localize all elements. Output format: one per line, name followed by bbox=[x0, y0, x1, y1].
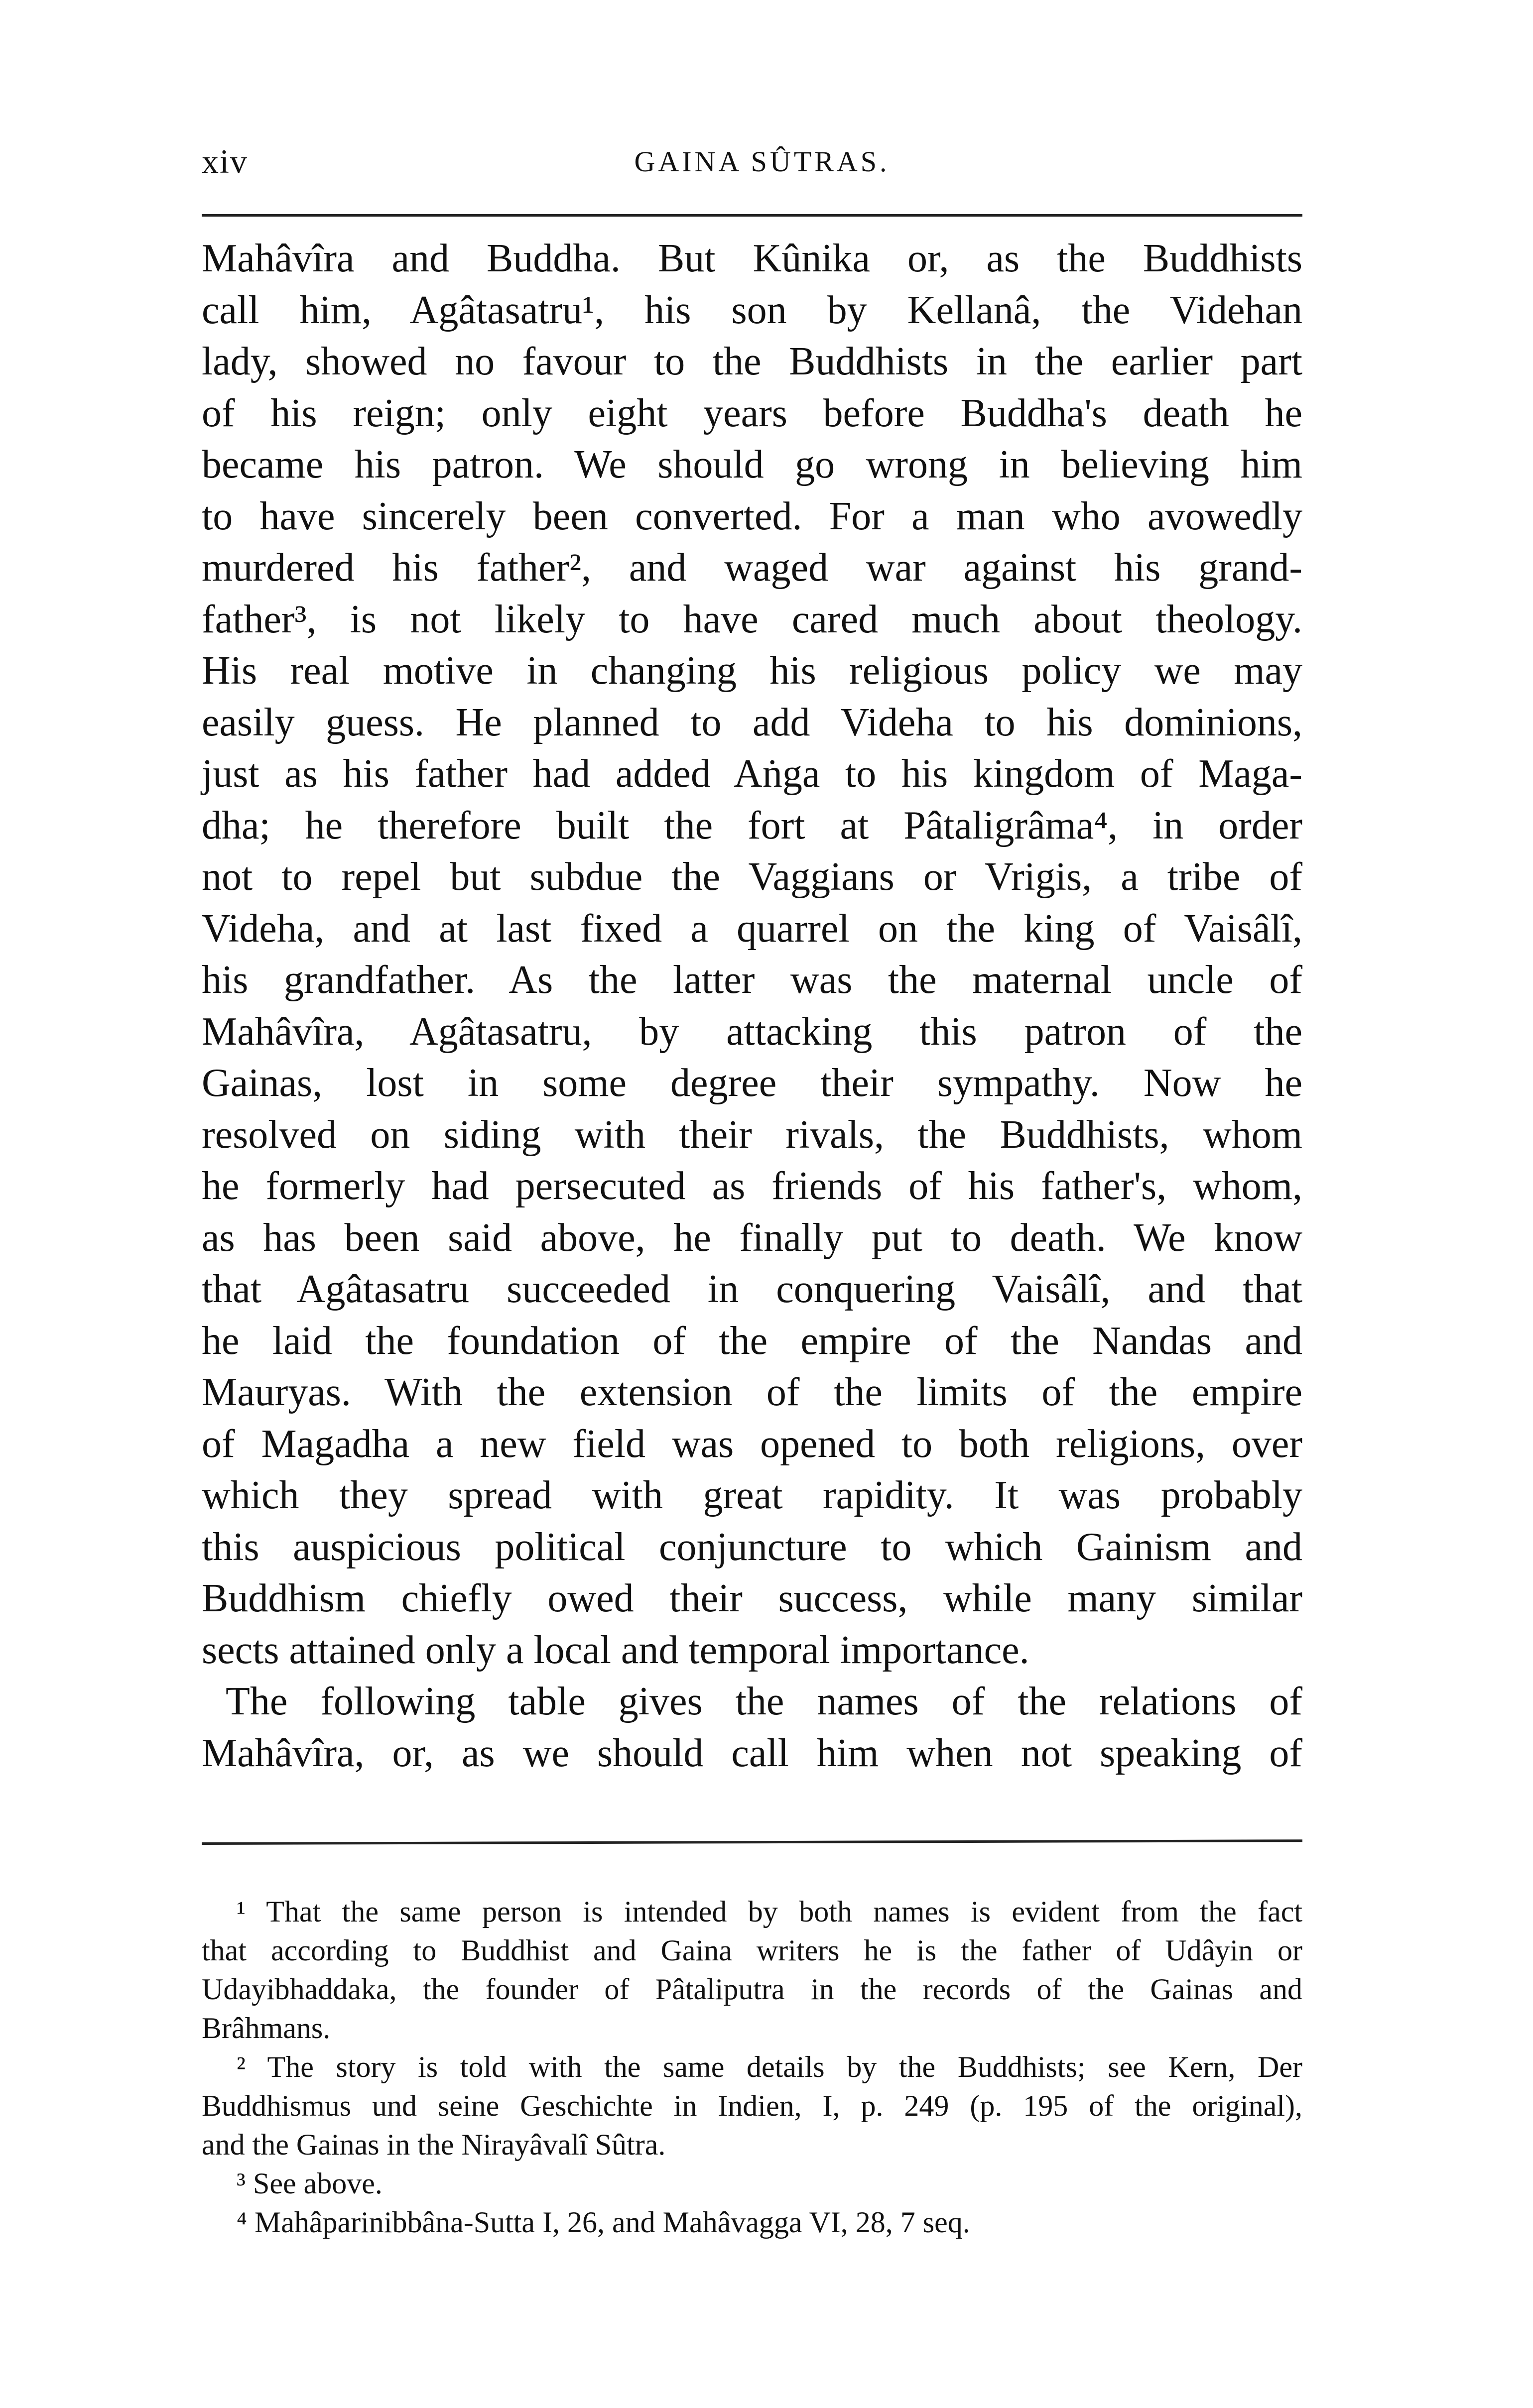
page-number: xiv bbox=[202, 142, 248, 180]
body-line: His real motive in changing his religious policy we may bbox=[202, 649, 1302, 693]
body-line: Mahâvîra and Buddha. But Kûnika or, as the Buddhists bbox=[202, 237, 1302, 280]
body-text bbox=[202, 233, 1302, 1779]
footnote-4: ⁴ Mahâparinibbâna-Sutta I, 26, and Mahâvagga VI, 28, 7 seq. bbox=[237, 2206, 970, 2239]
body-line: that Agâtasatru succeeded in conquering Vaisâlî, and that bbox=[202, 1267, 1302, 1311]
body-line: father³, is not likely to have cared much about theology. bbox=[202, 597, 1302, 641]
body-line: Mahâvîra, or, as we should call him when not speaking of bbox=[202, 1731, 1302, 1775]
header-rule bbox=[202, 214, 1302, 217]
footnote-2-cont: Buddhismus und seine Geschichte in Indien, I, p. 249 (p. 195 of the original), bbox=[202, 2089, 1302, 2122]
body-line: as has been said above, he finally put to death. We know bbox=[202, 1215, 1302, 1260]
body-line: to have sincerely been converted. For a man who avowedly bbox=[202, 494, 1302, 538]
footnote-1: ¹ That the same person is intended by both names is evident from the fact bbox=[237, 1895, 1302, 1928]
body-line: murdered his father², and waged war against his grand- bbox=[202, 546, 1302, 590]
footnote-1-cont: that according to Buddhist and Gaina writers he is the father of Udâyin or bbox=[202, 1934, 1302, 1967]
body-line: lady, showed no favour to the Buddhists in the earlier part bbox=[202, 340, 1302, 383]
body-line: dha; he therefore built the fort at Pâtaligrâma⁴, in order bbox=[202, 803, 1302, 847]
body-line: not to repel but subdue the Vaggians or Vrigis, a tribe of bbox=[202, 855, 1302, 899]
body-line: Mauryas. With the extension of the limits of the empire bbox=[202, 1370, 1302, 1414]
body-line: Mahâvîra, Agâtasatru, by attacking this patron of the bbox=[202, 1009, 1302, 1054]
body-line: Gainas, lost in some degree their sympathy. Now he bbox=[202, 1061, 1302, 1105]
footnote-1-end: Brâhmans. bbox=[202, 2012, 331, 2045]
body-line: of his reign; only eight years before Buddha's death he bbox=[202, 391, 1302, 435]
page-header bbox=[202, 142, 1302, 187]
body-line: he laid the foundation of the empire of the Nandas and bbox=[202, 1319, 1302, 1363]
body-line-paragraph-end: sects attained only a local and temporal importance. bbox=[202, 1628, 1029, 1672]
footnote-2-end: and the Gainas in the Nirayâvalî Sûtra. bbox=[202, 2128, 666, 2161]
body-line: which they spread with great rapidity. It was probably bbox=[202, 1473, 1302, 1517]
body-line: just as his father had added Aṅga to his kingdom of Maga- bbox=[202, 752, 1302, 796]
footnote-3: ³ See above. bbox=[237, 2167, 383, 2200]
footnote-1-cont: Udayibhaddaka, the founder of Pâtaliputra in the records of the Gainas and bbox=[202, 1973, 1302, 2006]
footnote-rule bbox=[202, 1839, 1302, 1845]
body-line: of Magadha a new field was opened to both religions, over bbox=[202, 1422, 1302, 1466]
running-title: GAINA SÛTRAS. bbox=[634, 145, 890, 178]
body-line: easily guess. He planned to add Videha to his dominions, bbox=[202, 700, 1302, 744]
body-line: became his patron. We should go wrong in believing him bbox=[202, 443, 1302, 486]
body-line-paragraph-start: The following table gives the names of the relations of bbox=[226, 1680, 1302, 1723]
body-line: this auspicious political conjuncture to which Gainism and bbox=[202, 1525, 1302, 1569]
footnotes bbox=[202, 1892, 1302, 2242]
body-line: his grandfather. As the latter was the maternal uncle of bbox=[202, 958, 1302, 1002]
body-line: call him, Agâtasatru¹, his son by Kellanâ, the Videhan bbox=[202, 288, 1302, 332]
footnote-2: ² The story is told with the same details by the Buddhists; see Kern, Der bbox=[237, 2050, 1302, 2083]
body-line: Buddhism chiefly owed their success, while many similar bbox=[202, 1576, 1302, 1620]
body-line: he formerly had persecuted as friends of his father's, whom, bbox=[202, 1164, 1302, 1208]
body-line: Videha, and at last fixed a quarrel on the king of Vaisâlî, bbox=[202, 906, 1302, 951]
body-line: resolved on siding with their rivals, the Buddhists, whom bbox=[202, 1112, 1302, 1157]
